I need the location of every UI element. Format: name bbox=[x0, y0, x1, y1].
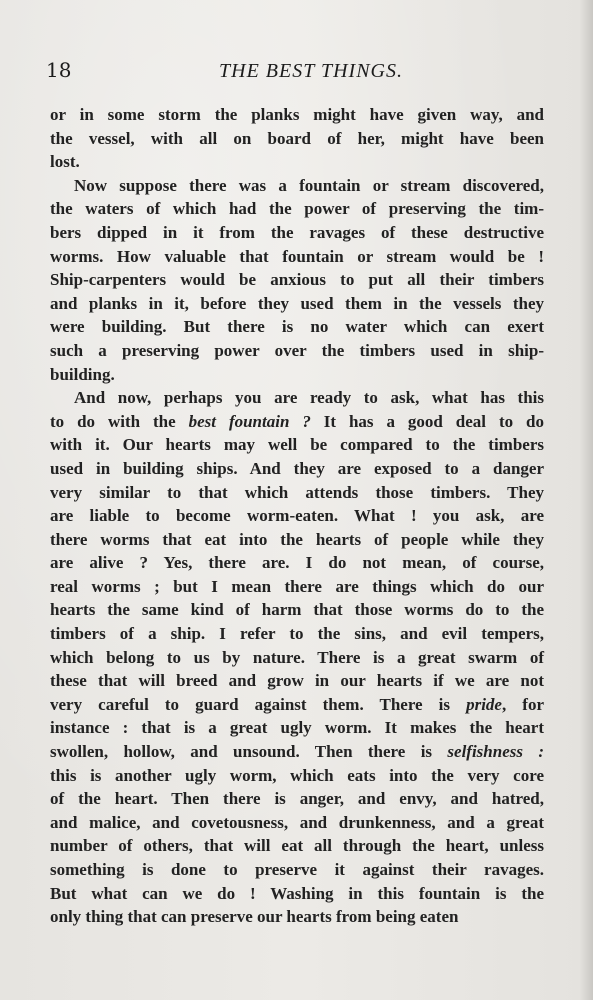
body-text bbox=[50, 103, 544, 929]
text-line: number of others, that will eat all through the heart, unless bbox=[50, 836, 544, 856]
italic-phrase: best fountain ? bbox=[188, 411, 311, 431]
text-line: worms. How valuable that fountain or stream would be ! bbox=[50, 246, 544, 266]
text-line: very careful to guard against them. There is pride, for bbox=[50, 694, 544, 714]
running-title: THE BEST THINGS. bbox=[219, 60, 403, 82]
text-line: timbers of a ship. I refer to the sins, and evil tempers, bbox=[50, 624, 544, 644]
text-line: the vessel, with all on board of her, might have been bbox=[50, 128, 544, 148]
text-line: lost. bbox=[50, 152, 80, 172]
text-line: of the heart. Then there is anger, and envy, and hatred, bbox=[50, 789, 544, 809]
text-line: these that will breed and grow in our hearts if we are not bbox=[50, 671, 544, 691]
text-line: are liable to become worm-eaten. What ! you ask, are bbox=[50, 506, 544, 526]
text-line: this is another ugly worm, which eats into the very core bbox=[50, 765, 544, 785]
text-line: which belong to us by nature. There is a great swarm of bbox=[50, 647, 544, 667]
text-line: But what can we do ! Washing in this fountain is the bbox=[50, 883, 544, 903]
text-line: instance : that is a great ugly worm. It makes the heart bbox=[50, 718, 544, 738]
text-line: only thing that can preserve our hearts from being eaten bbox=[50, 907, 459, 927]
page-number: 18 bbox=[46, 58, 72, 82]
text-line: Ship-carpenters would be anxious to put all their timbers bbox=[50, 270, 544, 290]
text-line: the waters of which had the power of preserving the tim- bbox=[50, 199, 544, 219]
text-line: And now, perhaps you are ready to ask, what has this bbox=[74, 388, 544, 408]
text-line: to do with the best fountain ? It has a good deal to do bbox=[50, 411, 544, 431]
text-line: were building. But there is no water which can exert bbox=[50, 317, 544, 337]
paragraph bbox=[50, 174, 544, 386]
paragraph bbox=[50, 386, 544, 929]
text-line: or in some storm the planks might have given way, and bbox=[50, 105, 544, 124]
text-line: and malice, and covetousness, and drunkenness, and a great bbox=[50, 812, 544, 832]
italic-phrase: selfishness : bbox=[447, 742, 544, 762]
paragraph bbox=[50, 103, 544, 174]
text-line: with it. Our hearts may well be compared to the timbers bbox=[50, 435, 544, 455]
text-line: and planks in it, before they used them in the vessels they bbox=[50, 293, 544, 313]
text-line: are alive ? Yes, there are. I do not mean, of course, bbox=[50, 553, 544, 573]
text-line: such a preserving power over the timbers used in ship- bbox=[50, 340, 544, 360]
page-header bbox=[46, 58, 546, 88]
text-line: building. bbox=[50, 364, 115, 384]
text-line: something is done to preserve it against their ravages. bbox=[50, 860, 544, 879]
text-line: used in building ships. And they are exposed to a danger bbox=[50, 458, 544, 478]
text-line: real worms ; but I mean there are things which do our bbox=[50, 576, 544, 596]
text-line: swollen, hollow, and unsound. Then there is selfishness : bbox=[50, 742, 544, 762]
text-line: bers dipped in it from the ravages of these destructive bbox=[50, 222, 544, 242]
text-line: Now suppose there was a fountain or stream discovered, bbox=[74, 175, 544, 195]
text-line: there worms that eat into the hearts of people while they bbox=[50, 529, 544, 549]
italic-phrase: pride bbox=[466, 694, 502, 714]
text-line: very similar to that which attends those timbers. They bbox=[50, 482, 544, 502]
text-line: hearts the same kind of harm that those worms do to the bbox=[50, 600, 544, 620]
